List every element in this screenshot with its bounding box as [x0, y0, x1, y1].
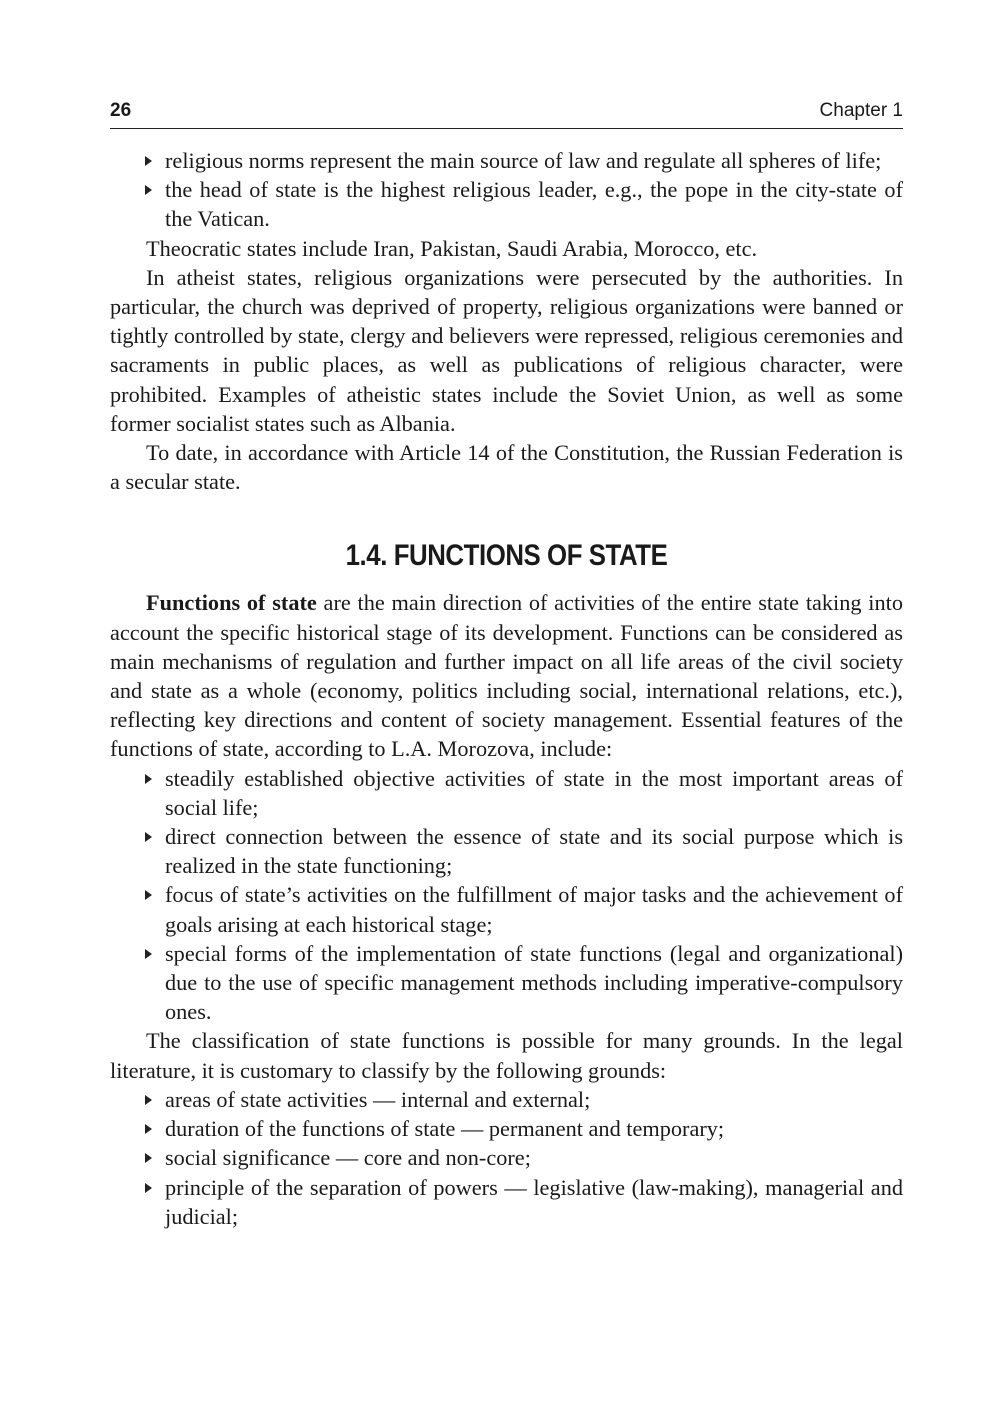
- triangle-bullet-icon: [145, 832, 152, 842]
- list-item: the head of state is the highest religious leader, e.g., the pope in the city-state of the Vatican.: [110, 175, 903, 233]
- paragraph: Theocratic states include Iran, Pakistan, Saudi Arabia, Morocco, etc.: [146, 235, 758, 261]
- triangle-bullet-icon: [145, 156, 152, 166]
- list-item: direct connection between the essence of state and its social purpose which is realized in the state functioning;: [110, 822, 903, 880]
- triangle-bullet-icon: [145, 185, 152, 195]
- definition-text: are the main direction of activities of the entire state taking into account the specific historical stage of its development. Functions can be considered as main mechanisms of regulation and further impact on all life areas of the civil society and state as a whole (economy, politics including social, international relations, etc.), reflecting key directions and content of society management. Essential features of the functions of state, according to L.A. Morozova, include:: [110, 590, 903, 762]
- theocratic-features-list: [110, 146, 903, 234]
- features-list: [110, 764, 903, 1027]
- grounds-list: [110, 1085, 903, 1231]
- paragraph: In atheist states, religious organizations were persecuted by the authorities. In particular, the church was deprived of property, religious organizations were banned or tightly controlled by state, clergy and believers were repressed, religious ceremonies and sacraments in public places, as well as publications of religious character, were prohibited. Examples of atheistic states include the Soviet Union, as well as some former socialist states such as Albania.: [110, 264, 903, 436]
- list-item: principle of the separation of powers — legislative (law-making), managerial and judicial;: [110, 1173, 903, 1231]
- list-item: areas of state activities — internal and external;: [110, 1085, 903, 1114]
- paragraph: To date, in accordance with Article 14 of the Constitution, the Russian Federation is a secular state.: [110, 440, 903, 495]
- definition-term: Functions of state: [146, 590, 317, 616]
- triangle-bullet-icon: [145, 1153, 152, 1163]
- triangle-bullet-icon: [145, 949, 152, 959]
- list-item: focus of state’s activities on the fulfillment of major tasks and the achievement of goals arising at each historical stage;: [110, 880, 903, 938]
- list-item: steadily established objective activities of state in the most important areas of social life;: [110, 764, 903, 822]
- triangle-bullet-icon: [145, 1124, 152, 1134]
- list-item: special forms of the implementation of state functions (legal and organizational) due to the use of specific management methods including imperative-compulsory ones.: [110, 939, 903, 1027]
- triangle-bullet-icon: [145, 774, 152, 784]
- chapter-label: Chapter 1: [819, 100, 903, 121]
- section-heading: 1.4. FUNCTIONS OF STATE: [345, 539, 668, 573]
- triangle-bullet-icon: [145, 1183, 152, 1193]
- triangle-bullet-icon: [145, 1095, 152, 1105]
- page-body: [110, 146, 903, 1231]
- page-number: 26: [110, 100, 132, 121]
- paragraph: The classification of state functions is possible for many grounds. In the legal literature, it is customary to classify by the following grounds:: [110, 1028, 903, 1083]
- triangle-bullet-icon: [145, 890, 152, 900]
- list-item: social significance — core and non-core;: [110, 1143, 903, 1172]
- list-item: religious norms represent the main source of law and regulate all spheres of life;: [110, 146, 903, 175]
- running-head: [110, 98, 903, 129]
- definition-paragraph: [110, 588, 903, 763]
- list-item: duration of the functions of state — permanent and temporary;: [110, 1114, 903, 1143]
